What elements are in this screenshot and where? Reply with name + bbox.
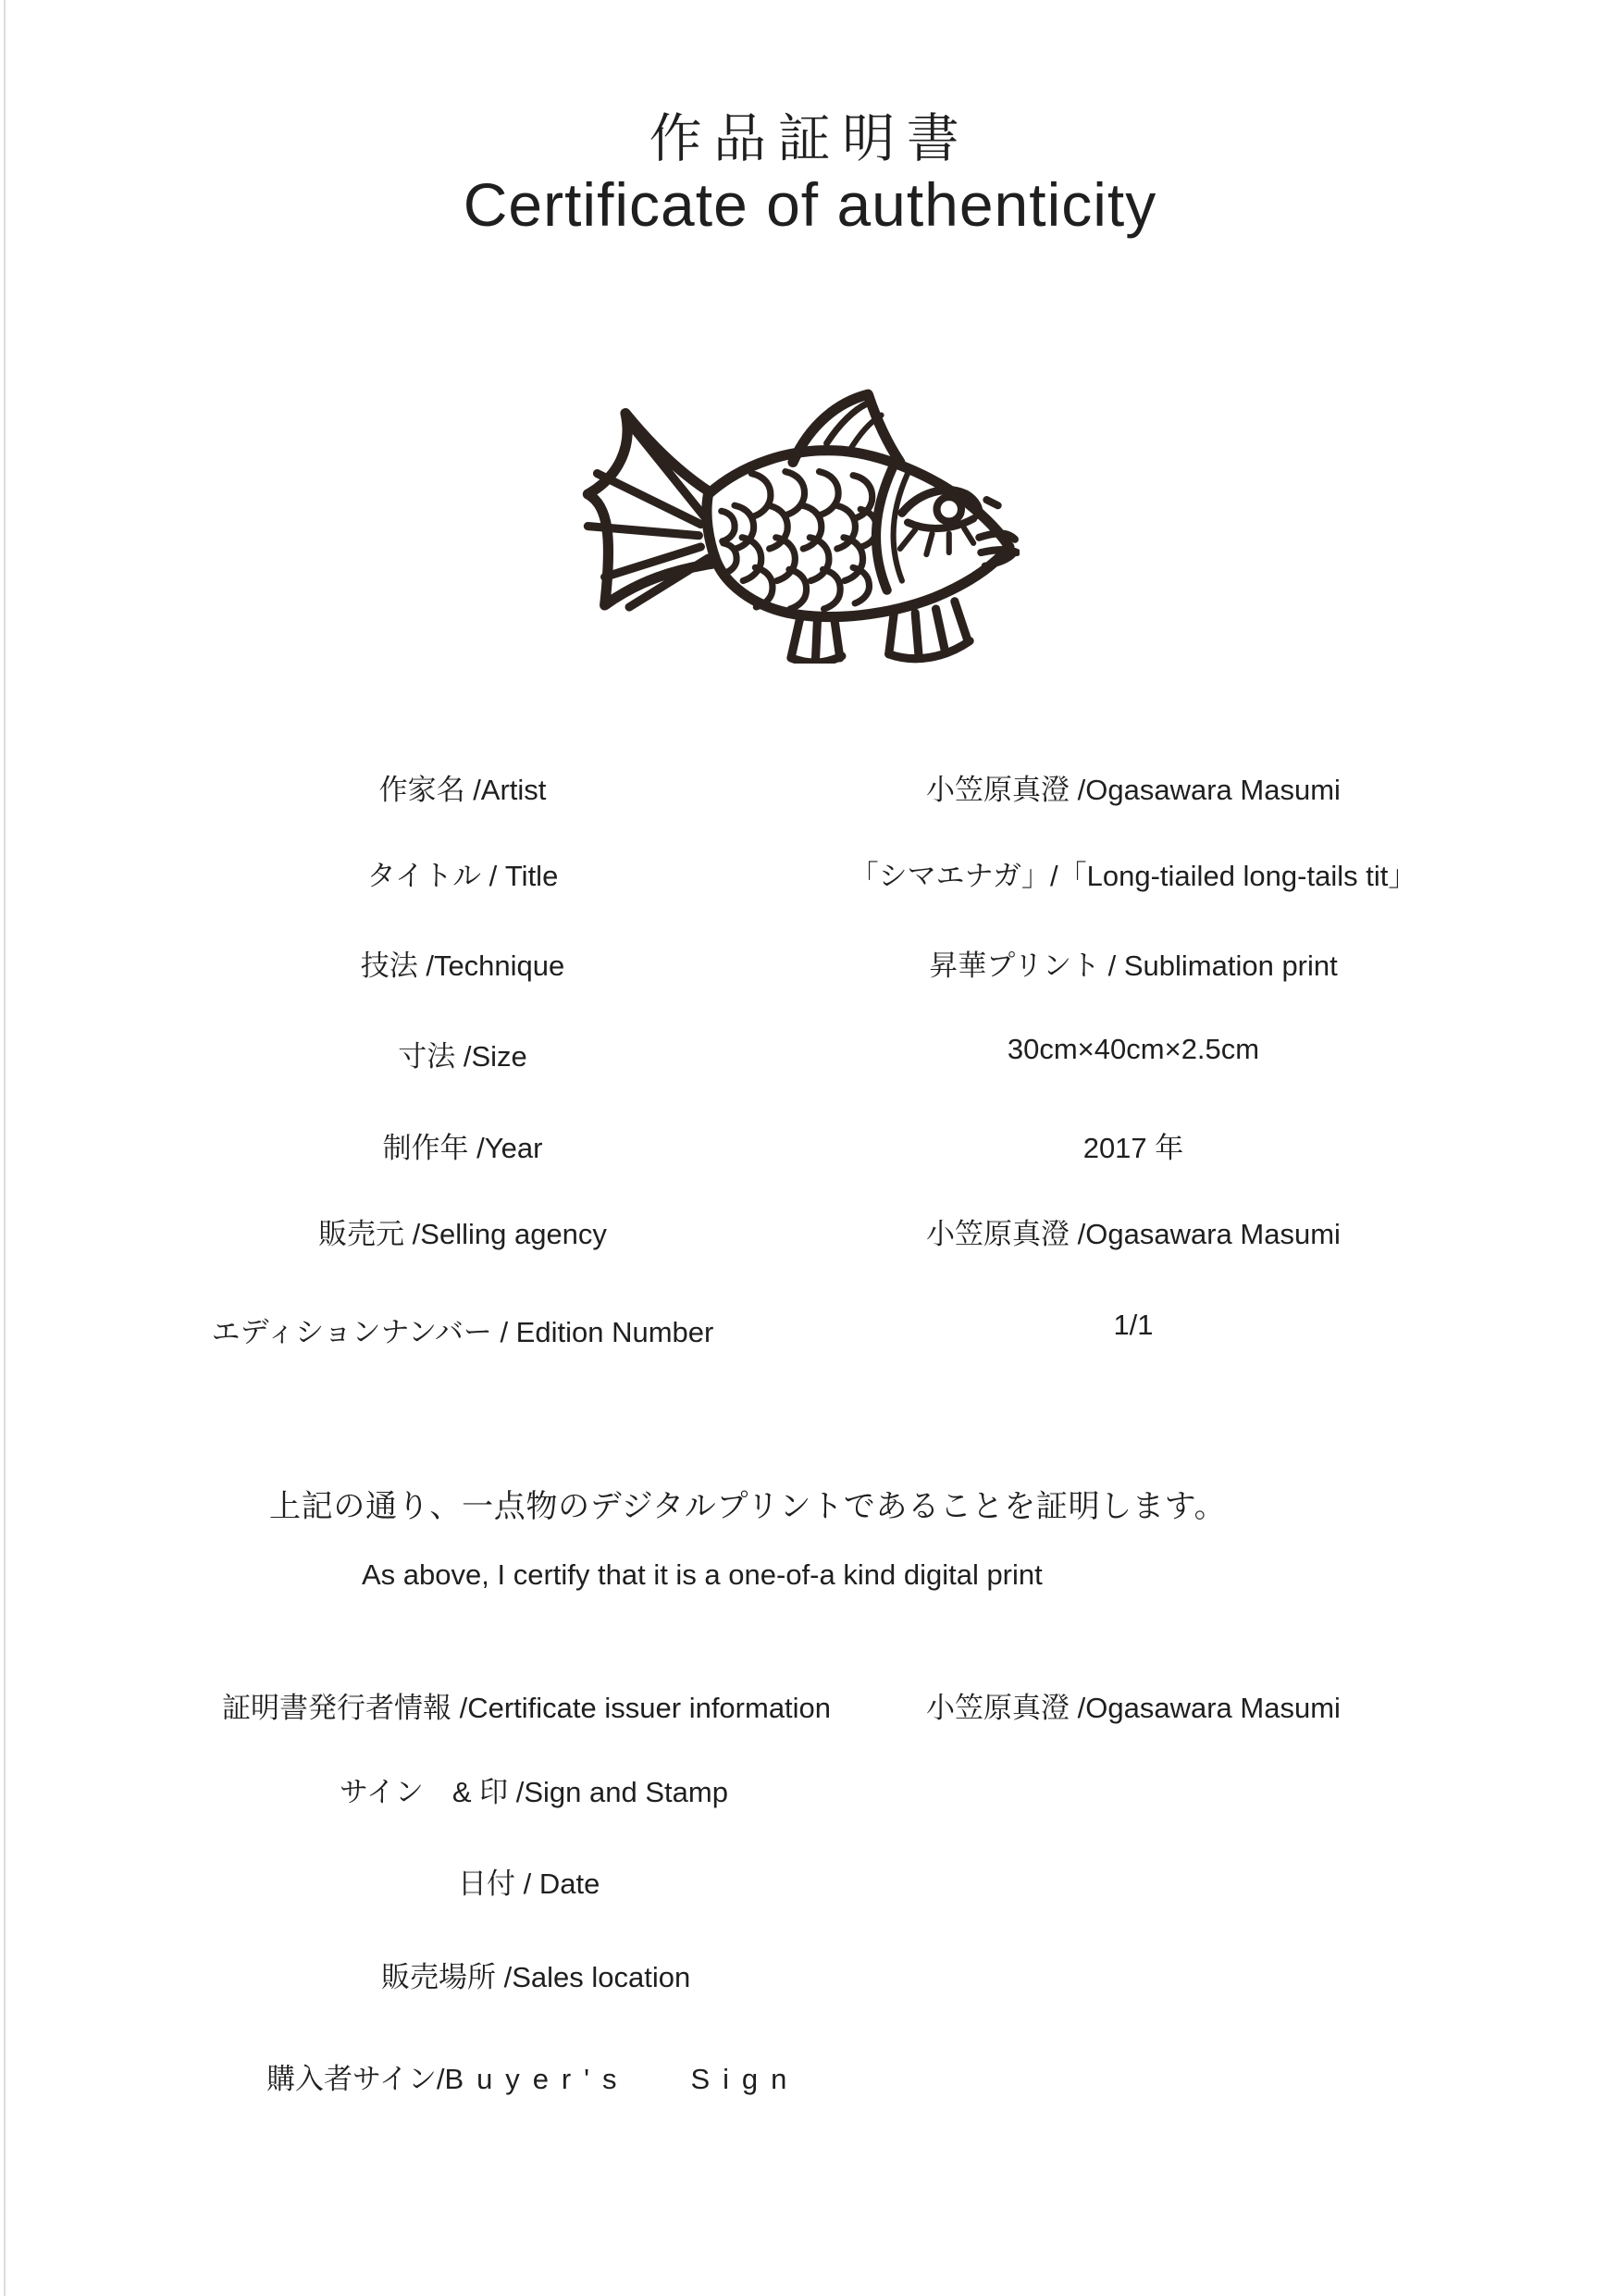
issuer-row — [0, 1684, 1620, 1727]
field-label-artist: 作家名 /Artist — [378, 774, 547, 806]
issuer-value: 小笠原真澄 /Ogasawara Masumi — [926, 1692, 1341, 1724]
certification-statement-japanese: 上記の通り、一点物のデジタルプリントであることを証明します。 — [269, 1489, 1227, 1524]
sign-and-stamp-label: サイン & 印 /Sign and Stamp — [340, 1776, 728, 1808]
field-row-artist — [0, 766, 1620, 809]
buyer-sign-label-japanese: 購入者サイン/ — [266, 2063, 445, 2095]
field-value-size: 30cm×40cm×2.5cm — [1007, 1033, 1260, 1065]
field-label-technique: 技法 /Technique — [360, 949, 565, 982]
field-row-technique — [0, 942, 1620, 985]
page-title-japanese: 作品証明書 — [649, 109, 971, 168]
field-label-edition-number: エディションナンバー / Edition Number — [211, 1316, 714, 1348]
field-label-title: タイトル / Title — [366, 860, 559, 892]
fish-woodcut-illustration — [566, 381, 1020, 664]
buyer-sign-label-english: Buyer's Sign — [444, 2063, 800, 2095]
date-label: 日付 / Date — [458, 1868, 600, 1900]
page-title-english: Certificate of authenticity — [463, 170, 1157, 239]
sales-location-label: 販売場所 /Sales location — [381, 1961, 691, 1993]
field-value-artist: 小笠原真澄 /Ogasawara Masumi — [926, 774, 1341, 806]
field-value-edition-number: 1/1 — [1113, 1309, 1154, 1341]
buyer-sign-label — [266, 2055, 799, 2097]
field-label-year: 制作年 /Year — [382, 1132, 543, 1164]
issuer-label: 証明書発行者情報 /Certificate issuer information — [222, 1692, 832, 1724]
field-value-year: 2017 年 — [1082, 1132, 1184, 1164]
field-label-size: 寸法 /Size — [398, 1040, 527, 1073]
field-row-selling-agency — [0, 1210, 1620, 1253]
field-row-size — [0, 1033, 1620, 1075]
field-row-year — [0, 1124, 1620, 1167]
field-label-selling-agency: 販売元 /Selling agency — [318, 1218, 607, 1250]
field-row-title — [0, 852, 1620, 895]
field-value-technique: 昇華プリント / Sublimation print — [929, 949, 1338, 982]
certification-statement-english: As above, I certify that it is a one-of-a kind digital print — [362, 1558, 1043, 1591]
field-value-selling-agency: 小笠原真澄 /Ogasawara Masumi — [926, 1218, 1341, 1250]
field-row-edition-number — [0, 1309, 1620, 1351]
field-value-title: 「シマエナガ」/「Long-tiailed long-tails tit」 — [849, 860, 1417, 892]
